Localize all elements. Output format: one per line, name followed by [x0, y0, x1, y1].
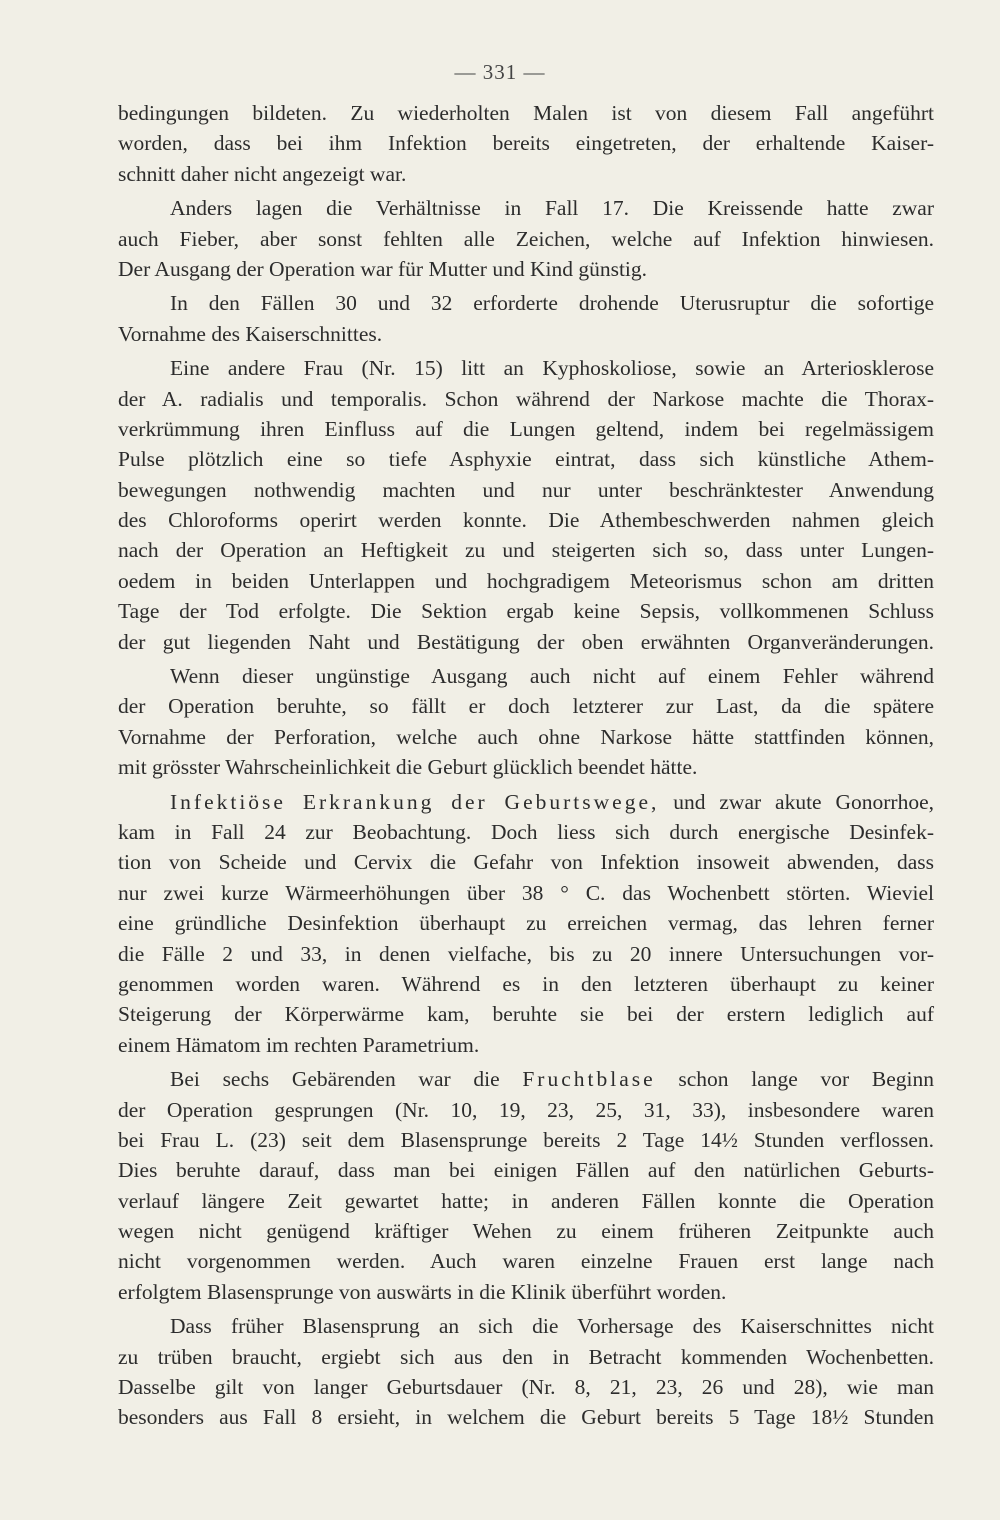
paragraph: [118, 787, 934, 1061]
text-line: der Operation beruhte, so fällt er doch letzterer zur Last, da die spätere: [118, 694, 934, 719]
emphasized-text: Infektiöse Erkrankung der Geburtswege,: [170, 789, 660, 814]
text-line: der gut liegenden Naht und Bestätigung der oben erwähnten Organveränderungen.: [118, 629, 934, 654]
text-line: nur zwei kurze Wärmeerhöhungen über 38 ° C. das Wochenbett störten. Wieviel: [118, 880, 934, 905]
text-line: In den Fällen 30 und 32 erforderte drohende Uterusruptur die sofortige: [170, 291, 934, 316]
text-line: Anders lagen die Verhältnisse in Fall 17. Die Kreissende hatte zwar: [170, 196, 934, 221]
text-line: Dass früher Blasensprung an sich die Vorhersage des Kaiserschnittes nicht: [170, 1314, 934, 1339]
text-line: Der Ausgang der Operation war für Mutter und Kind günstig.: [118, 256, 648, 281]
text-line: Vornahme des Kaiserschnittes.: [118, 321, 383, 346]
text-line: der A. radialis und temporalis. Schon während der Narkose machte die Thorax-: [118, 386, 934, 411]
paragraph: [118, 353, 934, 657]
paragraph: [118, 193, 934, 284]
text-line: einem Hämatom im rechten Parametrium.: [118, 1032, 480, 1057]
body-text: [118, 98, 934, 1433]
text-line: der Operation gesprungen (Nr. 10, 19, 23, 25, 31, 33), insbesondere waren: [118, 1097, 934, 1122]
text-line: besonders aus Fall 8 ersieht, in welchem die Geburt bereits 5 Tage 18½ Stunden: [118, 1405, 934, 1430]
text-line: Wenn dieser ungünstige Ausgang auch nicht auf einem Fehler während: [170, 664, 934, 689]
text-line: verkrümmung ihren Einfluss auf die Lungen geltend, indem bei regelmässigem: [118, 416, 934, 441]
text-span: Bei sechs Gebärenden war die: [170, 1067, 523, 1092]
page-number: — 331 —: [454, 60, 546, 84]
text-line: tion von Scheide und Cervix die Gefahr von Infektion insoweit abwenden, dass: [118, 850, 934, 875]
paragraph: [118, 1064, 934, 1307]
text-line: mit grösster Wahrscheinlichkeit die Geburt glücklich beendet hätte.: [118, 755, 698, 780]
text-span: schon lange vor Beginn: [655, 1067, 934, 1092]
text-line: bewegungen nothwendig machten und nur unter beschränktester Anwendung: [118, 477, 934, 502]
text-line: Pulse plötzlich eine so tiefe Asphyxie eintrat, dass sich künstliche Athem-: [118, 447, 934, 472]
text-line: [118, 787, 934, 817]
text-span: und zwar akute Gonorrhoe,: [659, 789, 934, 814]
paragraph: [118, 661, 934, 783]
text-line: Vornahme der Perforation, welche auch ohne Narkose hätte stattfinden können,: [118, 724, 934, 749]
text-line: Eine andere Frau (Nr. 15) litt an Kyphoskoliose, sowie an Arteriosklerose: [170, 356, 934, 381]
text-line: oedem in beiden Unterlappen und hochgradigem Meteorismus schon am dritten: [118, 568, 934, 593]
text-line: nicht vorgenommen werden. Auch waren einzelne Frauen erst lange nach: [118, 1249, 934, 1274]
text-line: [118, 1064, 934, 1094]
text-line: bedingungen bildeten. Zu wiederholten Malen ist von diesem Fall angeführt: [118, 101, 934, 125]
text-line: erfolgtem Blasensprunge von auswärts in die Klinik überführt worden.: [118, 1279, 727, 1304]
text-line: Steigerung der Körperwärme kam, beruhte sie bei der erstern lediglich auf: [118, 1002, 934, 1027]
text-line: schnitt daher nicht angezeigt war.: [118, 161, 407, 186]
text-line: Dasselbe gilt von langer Geburtsdauer (Nr. 8, 21, 23, 26 und 28), wie man: [118, 1375, 934, 1400]
text-line: nach der Operation an Heftigkeit zu und steigerten sich so, dass unter Lungen-: [118, 538, 934, 563]
text-line: die Fälle 2 und 33, in denen vielfache, bis zu 20 innere Untersuchungen vor-: [118, 941, 934, 966]
text-line: worden, dass bei ihm Infektion bereits eingetreten, der erhaltende Kaiser-: [118, 131, 934, 156]
text-line: genommen worden waren. Während es in den letzteren überhaupt zu keiner: [118, 971, 934, 996]
paragraph: [118, 288, 934, 349]
text-line: kam in Fall 24 zur Beobachtung. Doch liess sich durch energische Desinfek-: [118, 819, 934, 844]
paragraph: [118, 98, 934, 189]
text-line: bei Frau L. (23) seit dem Blasensprunge bereits 2 Tage 14½ Stunden verflossen.: [118, 1127, 934, 1152]
text-line: zu trüben braucht, ergiebt sich aus den in Betracht kommenden Wochenbetten.: [118, 1344, 934, 1369]
paragraph: [118, 1311, 934, 1433]
text-line: des Chloroforms operirt werden konnte. Die Athembeschwerden nahmen gleich: [118, 508, 934, 533]
text-line: verlauf längere Zeit gewartet hatte; in anderen Fällen konnte die Operation: [118, 1188, 934, 1213]
text-line: Tage der Tod erfolgte. Die Sektion ergab keine Sepsis, vollkommenen Schluss: [118, 599, 934, 624]
text-line: wegen nicht genügend kräftiger Wehen zu einem früheren Zeitpunkte auch: [118, 1219, 934, 1244]
emphasized-text: Fruchtblase: [522, 1067, 656, 1092]
text-line: auch Fieber, aber sonst fehlten alle Zeichen, welche auf Infektion hinwiesen.: [118, 226, 934, 251]
text-line: Dies beruhte darauf, dass man bei einigen Fällen auf den natürlichen Geburts-: [118, 1158, 934, 1183]
text-line: eine gründliche Desinfektion überhaupt zu erreichen vermag, das lehren ferner: [118, 911, 934, 936]
